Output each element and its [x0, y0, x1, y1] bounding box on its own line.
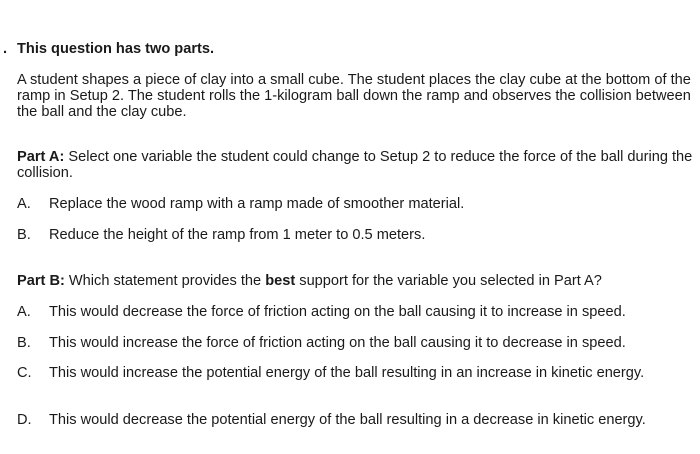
option-letter: B.	[17, 335, 31, 351]
option-letter: A.	[17, 304, 31, 320]
part-a-prompt-text: Select one variable the student could change to Setup 2 to reduce the force of the ball during the collision.	[17, 149, 693, 181]
part-b-label: Part B:	[17, 273, 65, 289]
option-text: This would decrease the force of friction acting on the ball causing it to increase in speed.	[49, 304, 626, 320]
option-text: This would increase the force of friction acting on the ball causing it to decrease in speed.	[49, 335, 626, 351]
option-text: This would decrease the potential energy of the ball resulting in a decrease in kinetic energy.	[49, 412, 646, 428]
option-letter: D.	[17, 412, 32, 428]
option-letter: C.	[17, 365, 32, 381]
part-b-prompt-emphasis: best	[265, 273, 296, 289]
option-text: Replace the wood ramp with a ramp made of smoother material.	[49, 196, 465, 212]
option-letter: A.	[17, 196, 31, 212]
part-a-prompt	[17, 149, 693, 181]
option-letter: B.	[17, 227, 31, 243]
part-a-label: Part A:	[17, 149, 65, 165]
option-text: This would increase the potential energy of the ball resulting in an increase in kinetic energy.	[49, 365, 645, 381]
question-heading: This question has two parts.	[17, 41, 215, 57]
part-b-prompt-before: Which statement provides the	[64, 273, 266, 289]
question-number: .	[3, 41, 8, 57]
part-b-prompt	[17, 273, 693, 289]
option-text: Reduce the height of the ramp from 1 meter to 0.5 meters.	[49, 227, 426, 243]
part-b-prompt-after: support for the variable you selected in Part A?	[295, 273, 602, 289]
question-intro: A student shapes a piece of clay into a small cube. The student places the clay cube at the bottom of the ramp in Setup 2. The student rolls the 1-kilogram ball down the ramp and observes the collision between the ball and the clay cube.	[17, 72, 691, 120]
